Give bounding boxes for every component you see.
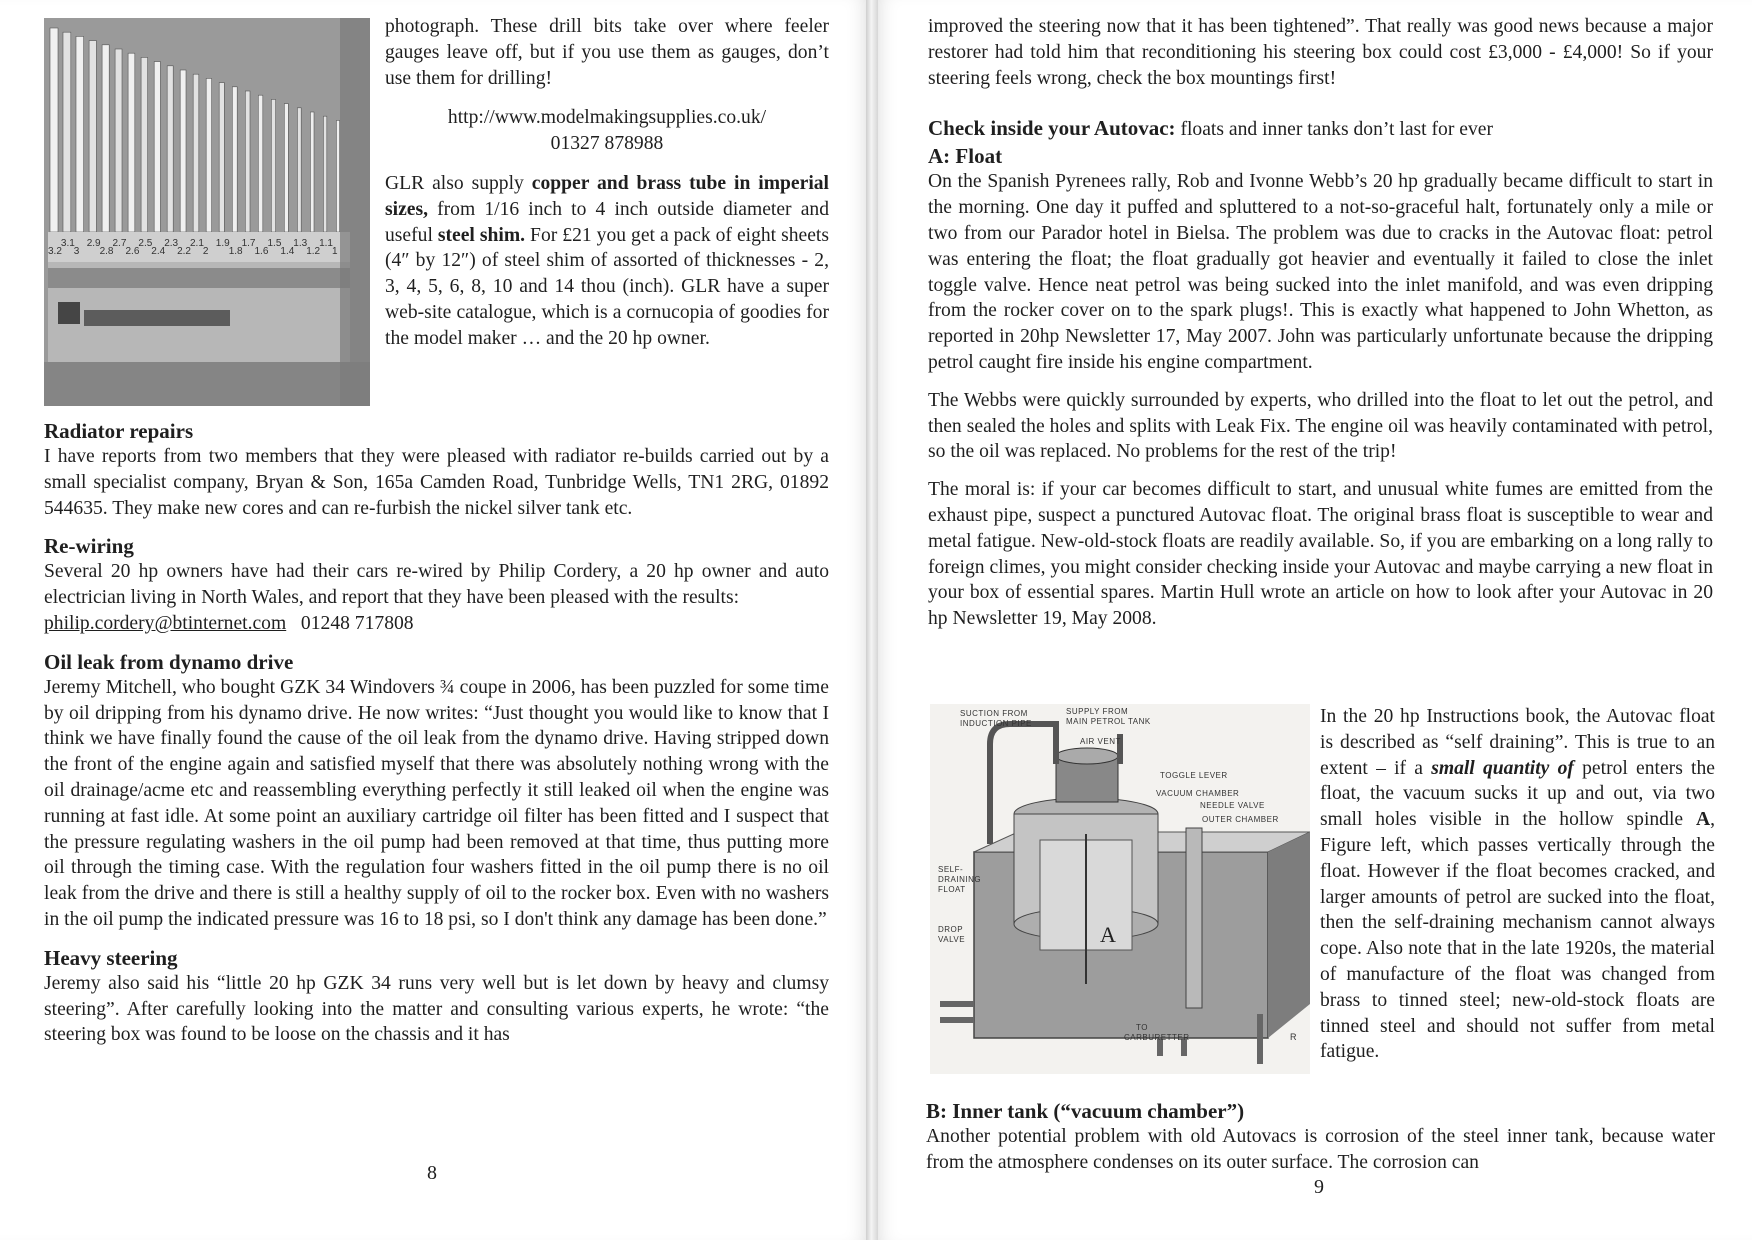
drill-bit xyxy=(245,91,250,232)
drill-size-label: 2 xyxy=(202,246,209,257)
svg-text:DROP: DROP xyxy=(938,925,964,934)
svg-text:CARBURETTER: CARBURETTER xyxy=(1124,1033,1190,1042)
svg-text:VALVE: VALVE xyxy=(938,935,966,944)
drill-size-label: 2.7 xyxy=(112,238,127,249)
drill-bit xyxy=(193,74,199,232)
svg-text:DRAINING: DRAINING xyxy=(938,875,982,884)
steering-heading: Heavy steering xyxy=(44,945,178,970)
drill-size-label: 2.6 xyxy=(125,246,140,257)
left-page-sections xyxy=(44,418,829,1048)
svg-text:TOGGLE LEVER: TOGGLE LEVER xyxy=(1160,771,1228,780)
supplier-url[interactable]: http://www.modelmakingsupplies.co.uk/ xyxy=(447,107,767,129)
steering-body: Jeremy also said his “little 20 hp GZK 34 runs very well but is let down by heavy and clumsy steering”. After carefully looking into the matter and consulting various experts, he wrote: “the steering box was found to be loose on the chassis and it has xyxy=(44,972,829,1046)
drill-bit xyxy=(167,66,173,232)
drill-bit xyxy=(89,41,96,232)
drill-bit xyxy=(141,57,148,232)
rewiring-body: Several 20 hp owners have had their cars re-wired by Philip Cordery, a 20 hp owner and auto electrician living in North Wales, and report that they have been pleased with the results: xyxy=(44,561,829,609)
drill-bit xyxy=(76,36,84,232)
drill-size-label: 2.1 xyxy=(190,238,204,249)
oil-leak-body: Jeremy Mitchell, who bought GZK 34 Windovers ¾ coupe in 2006, has been puzzled for some time by oil dripping from his dynamo drive. He now writes: “Just thought you would like to know that I think we have finally found the cause of the oil leak from the dynamo drive. Having stripped down the front of the engine again and satisfied myself that there was absolutely nothing wrong with the oil drainage/acme etc and reassembling everything perfectly it still leaked oil when the engine was running at fast idle. At some point an auxiliary cartridge oil filter has been fitted and I suspect that the pressure regulating washers in the oil pump had been removed at that time, thus putting more oil through the timing case. With the regulation four washers fitted in the oil pump there is no oil leak from the drive and there is still a healthy supply of oil to the rocker box. Even with no washers in the oil pump the indicated pressure was 16 to 18 psi, so I don't think any damage has been done.” xyxy=(44,676,829,930)
experts-paragraph: The Webbs were quickly surrounded by experts, who drilled into the float to let out the petrol, and then sealed the holes and splits with Leak Fix. The engine oil was heavily contaminated with petrol, so the oil was replaced. No problems for the rest of the trip! xyxy=(928,389,1713,463)
drill-size-label: 2.3 xyxy=(164,238,179,249)
drill-size-label: 1.7 xyxy=(241,238,256,249)
self-draining-paragraph: In the 20 hp Instructions book, the Autovac float is described as “self draining”. This is true to an extent – if a small quantity of petrol enters the float, the vacuum sucks it up and out, via two small holes visible in the hollow spindle A, Figure left, which passes vertically through the float. However if the float becomes cracked, and larger amounts of petrol are sucked into the float, then the self-draining mechanism cannot always cope. Also note that in the late 1920s, the material of manufacture of the float was changed from brass to tinned steel; new-old-stock floats are tinned steel and should not suffer from metal fatigue. xyxy=(1320,706,1715,1063)
autovac-cutaway-figure xyxy=(930,704,1310,1074)
drill-size-label: 2.5 xyxy=(138,238,153,249)
rewiring-email-link[interactable]: philip.cordery@btinternet.com xyxy=(44,612,287,634)
steering-continued: improved the steering now that it has been tightened”. That really was good news because a major restorer had told him that reconditioning his steering box could cost £3,000 - £4,000! So if your steering feels wrong, check the box mountings first! xyxy=(928,16,1713,89)
drill-bit xyxy=(180,70,186,232)
svg-text:NEEDLE VALVE: NEEDLE VALVE xyxy=(1200,801,1265,810)
drill-size-label: 1 xyxy=(332,246,338,257)
drill-bits-paragraph: photograph. These drill bits take over where feeler gauges leave off, but if you use them as gauges, don’t use them for drilling! xyxy=(385,16,829,89)
autovac-heading: Check inside your Autovac: floats and inner tanks don’t last for ever xyxy=(928,116,1493,141)
webbs-paragraph: On the Spanish Pyrenees rally, Rob and Ivonne Webb’s 20 hp gradually became difficult to start in the morning. One day it puffed and spluttered to a not-so-graceful halt, fortunately only a mile or two from our Parador hotel in Bielsa. The problem was due to cracks in the Autovac float: petrol was entering the float; the float gradually got heavier and eventually it failed to close the inlet toggle valve. Hence neat petrol was being sucked into the inlet manifold, and was even dripping from the rocker cover on to the spark plugs!. This is exactly what happened to John Whetton, as reported in 20hp Newsletter 17, May 2007. John was particularly unfortunate because the dripping petrol caught fire inside his engine compartment. xyxy=(928,171,1713,373)
drill-size-label: 3.1 xyxy=(60,238,75,249)
drill-size-label: 3 xyxy=(73,246,80,257)
svg-text:R: R xyxy=(1290,1032,1297,1042)
svg-text:INDUCTION PIPE: INDUCTION PIPE xyxy=(960,719,1032,728)
glr-tube-paragraph: GLR also supply copper and brass tube in imperial sizes, from 1/16 inch to 4 inch outside diameter and useful steel shim. For £21 you get a pack of eight sheets (4″ by 12″) of steel shim of assorted of thicknesses - 2, 3, 4, 5, 6, 8, 10 and 14 thou (inch). GLR have a super web-site catalogue, which is a cornucopia of goodies for the model maker … and the 20 hp owner. xyxy=(385,172,830,349)
svg-text:OUTER CHAMBER: OUTER CHAMBER xyxy=(1202,815,1279,824)
drill-bit xyxy=(219,83,224,232)
inner-tank-paragraph: Another potential problem with old Autovacs is corrosion of the steel inner tank, because water from the atmosphere condenses on its outer surface. The corrosion can xyxy=(926,1126,1715,1173)
drill-bit xyxy=(128,53,135,232)
rewiring-heading: Re-wiring xyxy=(44,534,134,559)
svg-text:SUCTION FROM: SUCTION FROM xyxy=(960,709,1028,718)
drill-bit xyxy=(297,108,301,232)
drill-bit xyxy=(232,87,237,232)
oil-leak-heading: Oil leak from dynamo drive xyxy=(44,649,294,674)
svg-text:SUPPLY FROM: SUPPLY FROM xyxy=(1066,707,1129,716)
glr-supplies-column xyxy=(385,14,829,352)
drill-bit xyxy=(115,49,122,232)
rewiring-phone: 01248 717808 xyxy=(300,612,414,634)
radiator-heading: Radiator repairs xyxy=(44,419,194,443)
svg-text:TO: TO xyxy=(1136,1023,1148,1032)
drill-bit xyxy=(154,62,160,232)
drill-bit xyxy=(63,32,71,232)
inner-tank-subheading: B: Inner tank (“vacuum chamber”) xyxy=(926,1099,1245,1123)
drill-bit xyxy=(336,120,339,232)
drill-size-label: 2.9 xyxy=(86,238,101,249)
drill-bit xyxy=(310,112,314,232)
drill-bit xyxy=(102,45,109,232)
drill-size-label: 3.2 xyxy=(48,246,62,257)
svg-text:SELF-: SELF- xyxy=(938,865,964,874)
moral-paragraph: The moral is: if your car becomes difficult to start, and unusual white fumes are emitted from the exhaust pipe, suspect a punctured Autovac float. The original brass float is susceptible to wear and metal fatigue. New-old-stock floats are readily available. So, if you are embarking on a long rally to foreign climes, you might consider checking inside your Autovac and maybe carrying a new float in your box of essential spares. Martin Hull wrote an article on how to look after your Autovac in 20 hp Newsletter 19, May 2008. xyxy=(928,479,1713,630)
drill-size-label: 1.2 xyxy=(306,246,321,257)
drill-bit-set-photo xyxy=(44,18,370,406)
page-number-right: 9 xyxy=(1314,1176,1324,1198)
drill-size-label: 1.1 xyxy=(319,238,334,249)
svg-text:A: A xyxy=(1100,922,1116,947)
drill-bit xyxy=(206,78,211,232)
right-page-top xyxy=(928,14,1713,632)
drill-bit xyxy=(271,99,275,232)
page-gutter xyxy=(866,0,878,1240)
drill-size-label: 2.4 xyxy=(151,246,166,257)
float-description-column xyxy=(1320,704,1715,1065)
drill-size-label: 1.4 xyxy=(280,246,295,257)
drill-bit xyxy=(258,95,263,232)
drill-bits-illustration xyxy=(44,18,370,406)
drill-bit xyxy=(284,104,288,232)
drill-size-label: 1.8 xyxy=(228,246,243,257)
supplier-phone: 01327 878988 xyxy=(550,133,664,155)
inner-tank-section xyxy=(926,1098,1715,1176)
svg-text:VACUUM CHAMBER: VACUUM CHAMBER xyxy=(1156,789,1240,798)
drill-size-label: 1.9 xyxy=(215,238,230,249)
svg-text:FLOAT: FLOAT xyxy=(938,885,966,894)
drill-bit xyxy=(50,28,58,232)
drill-bit xyxy=(323,116,326,232)
drill-size-label: 1.6 xyxy=(254,246,269,257)
drill-size-label: 2.8 xyxy=(99,246,114,257)
drill-size-label: 1.3 xyxy=(293,238,308,249)
float-subheading: A: Float xyxy=(928,144,1003,169)
drill-size-label: 1.5 xyxy=(267,238,282,249)
rewiring-contact xyxy=(44,611,829,637)
page-number-left: 8 xyxy=(427,1162,437,1184)
svg-text:MAIN PETROL TANK: MAIN PETROL TANK xyxy=(1066,717,1151,726)
svg-text:AIR VENT: AIR VENT xyxy=(1080,737,1121,746)
drill-size-label: 2.2 xyxy=(177,246,192,257)
radiator-body: I have reports from two members that they were pleased with radiator re-builds carried out by a small specialist company, Bryan & Son, 165a Camden Road, Tunbridge Wells, TN1 2RG, 01892 544635. They make new cores and can re-furbish the nickel silver tank etc. xyxy=(44,446,829,519)
